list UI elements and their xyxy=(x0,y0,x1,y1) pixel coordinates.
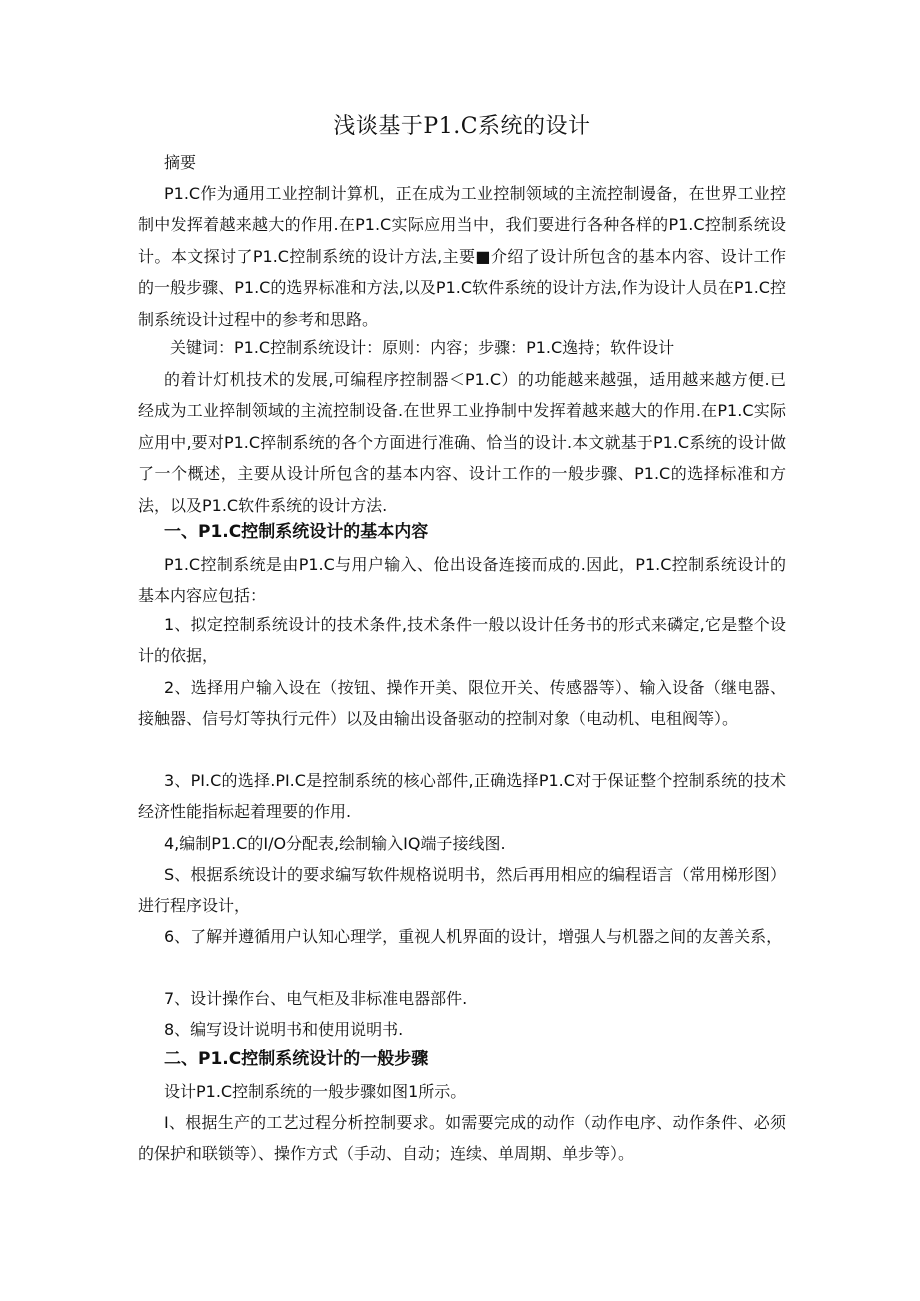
section-heading-basic-content: 一、P1.C控制系统设计的基本内容 xyxy=(164,522,429,542)
list-item: 4,编制P1.C的I/O分配表,绘制输入IQ端子接线图. xyxy=(164,834,506,853)
document-title: 浅谈基于P1.C系统的设计 xyxy=(333,114,591,139)
list-item: 8、编写设计说明书和使用说明书. xyxy=(164,1020,404,1039)
list-item: 7、设计操作台、电气柜及非标准电器部件. xyxy=(164,989,468,1008)
section1-intro-paragraph: P1.C控制系统是由P1.C与用户输入、伧出设备连接而成的.因此，P1.C控制系统设计的基本内容应包括： xyxy=(138,555,786,606)
keywords-line: 关键词：P1.C控制系统设计：原则：内容；步骤：P1.C逸持；软件设计 xyxy=(170,338,675,357)
section-heading-general-steps: 二、P1.C控制系统设计的一般步骤 xyxy=(164,1049,429,1069)
list-item: 6、了解并遵循用户认知心理学，重视人机界面的设计，增强人与机器之间的友善关系， xyxy=(164,927,783,946)
list-item: I、根据生产的工艺过程分析控制要求。如需要完成的动作（动作电序、动作条件、必须的保护和联锁等）、操作方式（手动、自动；连续、单周期、单步等）。 xyxy=(138,1113,786,1164)
list-item: 2、选择用户输入设在（按钮、操作开美、限位开关、传感器等）、输入设备（继电器、接触器、信号灯等执行元件）以及由输出设备驱动的控制对象（电动机、电租阀等）。 xyxy=(138,678,786,729)
abstract-paragraph: P1.C作为通用工业控制计算机，正在成为工业控制领域的主流控制谩备，在世界工业控制中发挥着越来越大的作用.在P1.C实际应用当中，我们要进行各种各样的P1.C控制系统设计。本文探讨了P1.C控制系统的设计方法,主要■介绍了设计所包含的基本内容、设计工作的一般步骤、P1.C的选界标准和方法,以及P1.C软件系统的设计方法,作为设计人员在P1.C控制系统设计过程中的参考和思路。 xyxy=(138,184,786,329)
list-item: 3、PI.C的选择.PI.C是控制系统的核心部件,正确选择P1.C对于保证整个控制系统的技术经济性能指标起着理要的作用. xyxy=(138,771,786,822)
intro-paragraph: 的着计灯机技术的发展,可编程序控制器＜P1.C）的功能越来越强，适用越来越方便.已经成为工业捽制领域的主流控制设备.在世界工业挣制中发挥着越来越大的作用.在P1.C实际应用中,要对P1.C捽制系统的各个方面进行准确、恰当的设计.本文就基于P1.C系统的设计做了一个概述，主要从设计所包含的基本内容、设计工作的一般步骤、P1.C的选择标准和方法，以及P1.C软件系统的设计方法. xyxy=(138,370,786,515)
list-item: 1、拟定控制系统设计的技术条件,技术条件一般以设计任务书的形式来磷定,它是整个设计的依据， xyxy=(138,615,786,666)
abstract-label: 摘要 xyxy=(164,153,197,172)
list-item: S、根据系统设计的要求编写软件规格说明书，然后再用相应的编程语言（常用梯形图）进行程序设计， xyxy=(138,865,786,916)
section2-intro-paragraph: 设计P1.C控制系统的一般步骤如图1所示。 xyxy=(164,1082,467,1101)
